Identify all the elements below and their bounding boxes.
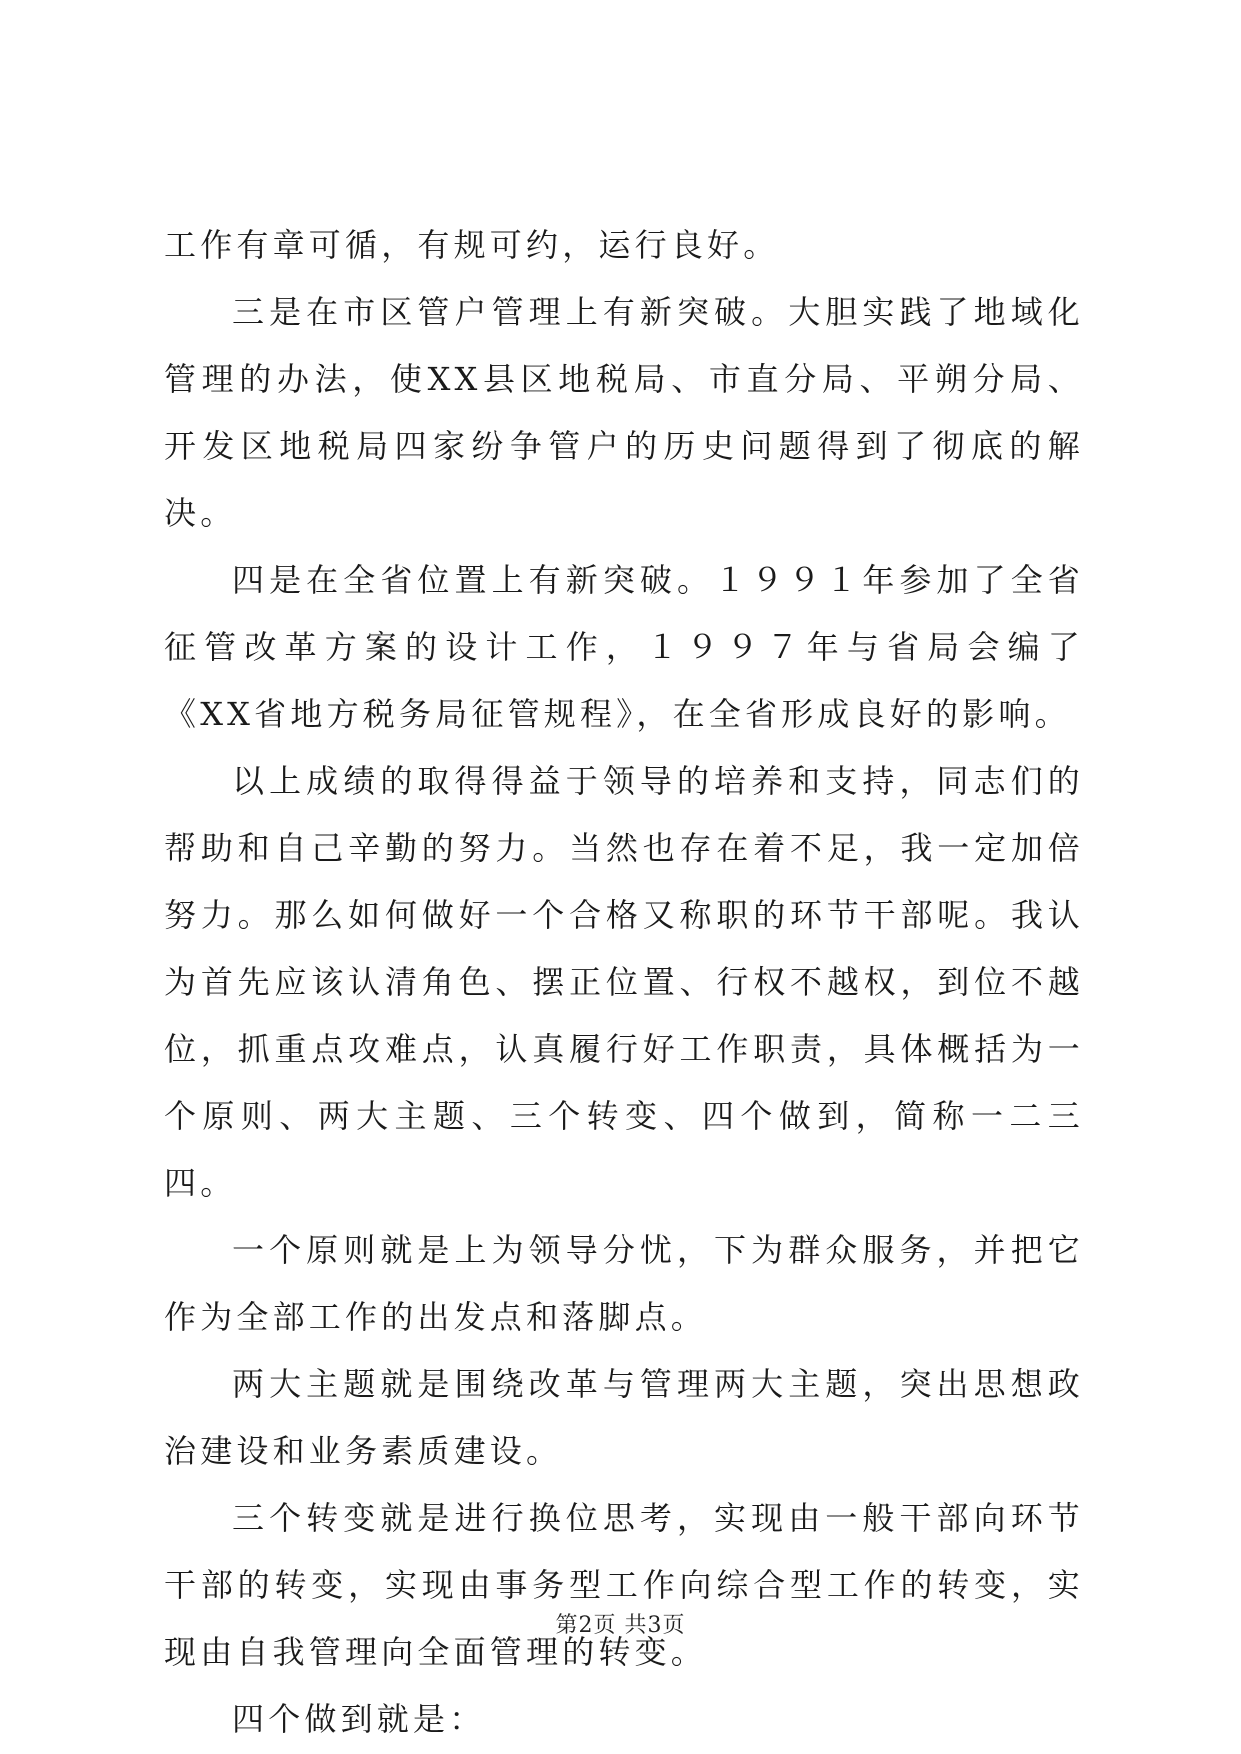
paragraph: 四是在全省位置上有新突破。１９９１年参加了全省征管改革方案的设计工作，１９９７年与省局会编了《XX省地方税务局征管规程》，在全省形成良好的影响。 — [164, 561, 1084, 733]
paragraph: 两大主题就是围绕改革与管理两大主题，突出思想政治建设和业务素质建设。 — [164, 1365, 1084, 1470]
paragraph: 四个做到就是： — [232, 1700, 486, 1738]
paragraph: 一个原则就是上为领导分忧，下为群众服务，并把它作为全部工作的出发点和落脚点。 — [164, 1231, 1084, 1336]
document-body — [164, 212, 1084, 1753]
paragraph: 三个转变就是进行换位思考，实现由一般干部向环节干部的转变，实现由事务型工作向综合型工作的转变，实现由自我管理向全面管理的转变。 — [164, 1499, 1084, 1671]
paragraph: 工作有章可循，有规可约，运行良好。 — [164, 226, 780, 264]
paragraph: 以上成绩的取得得益于领导的培养和支持，同志们的帮助和自己辛勤的努力。当然也存在着不足，我一定加倍努力。那么如何做好一个合格又称职的环节干部呢。我认为首先应该认清角色、摆正位置、行权不越权，到位不越位，抓重点攻难点，认真履行好工作职责，具体概括为一个原则、两大主题、三个转变、四个做到，简称一二三四。 — [164, 762, 1084, 1202]
page-number-footer: 第2页 共3页 — [555, 1613, 686, 1638]
paragraph: 三是在市区管户管理上有新突破。大胆实践了地域化管理的办法，使XX县区地税局、市直分局、平朔分局、开发区地税局四家纷争管户的历史问题得到了彻底的解决。 — [164, 293, 1084, 532]
